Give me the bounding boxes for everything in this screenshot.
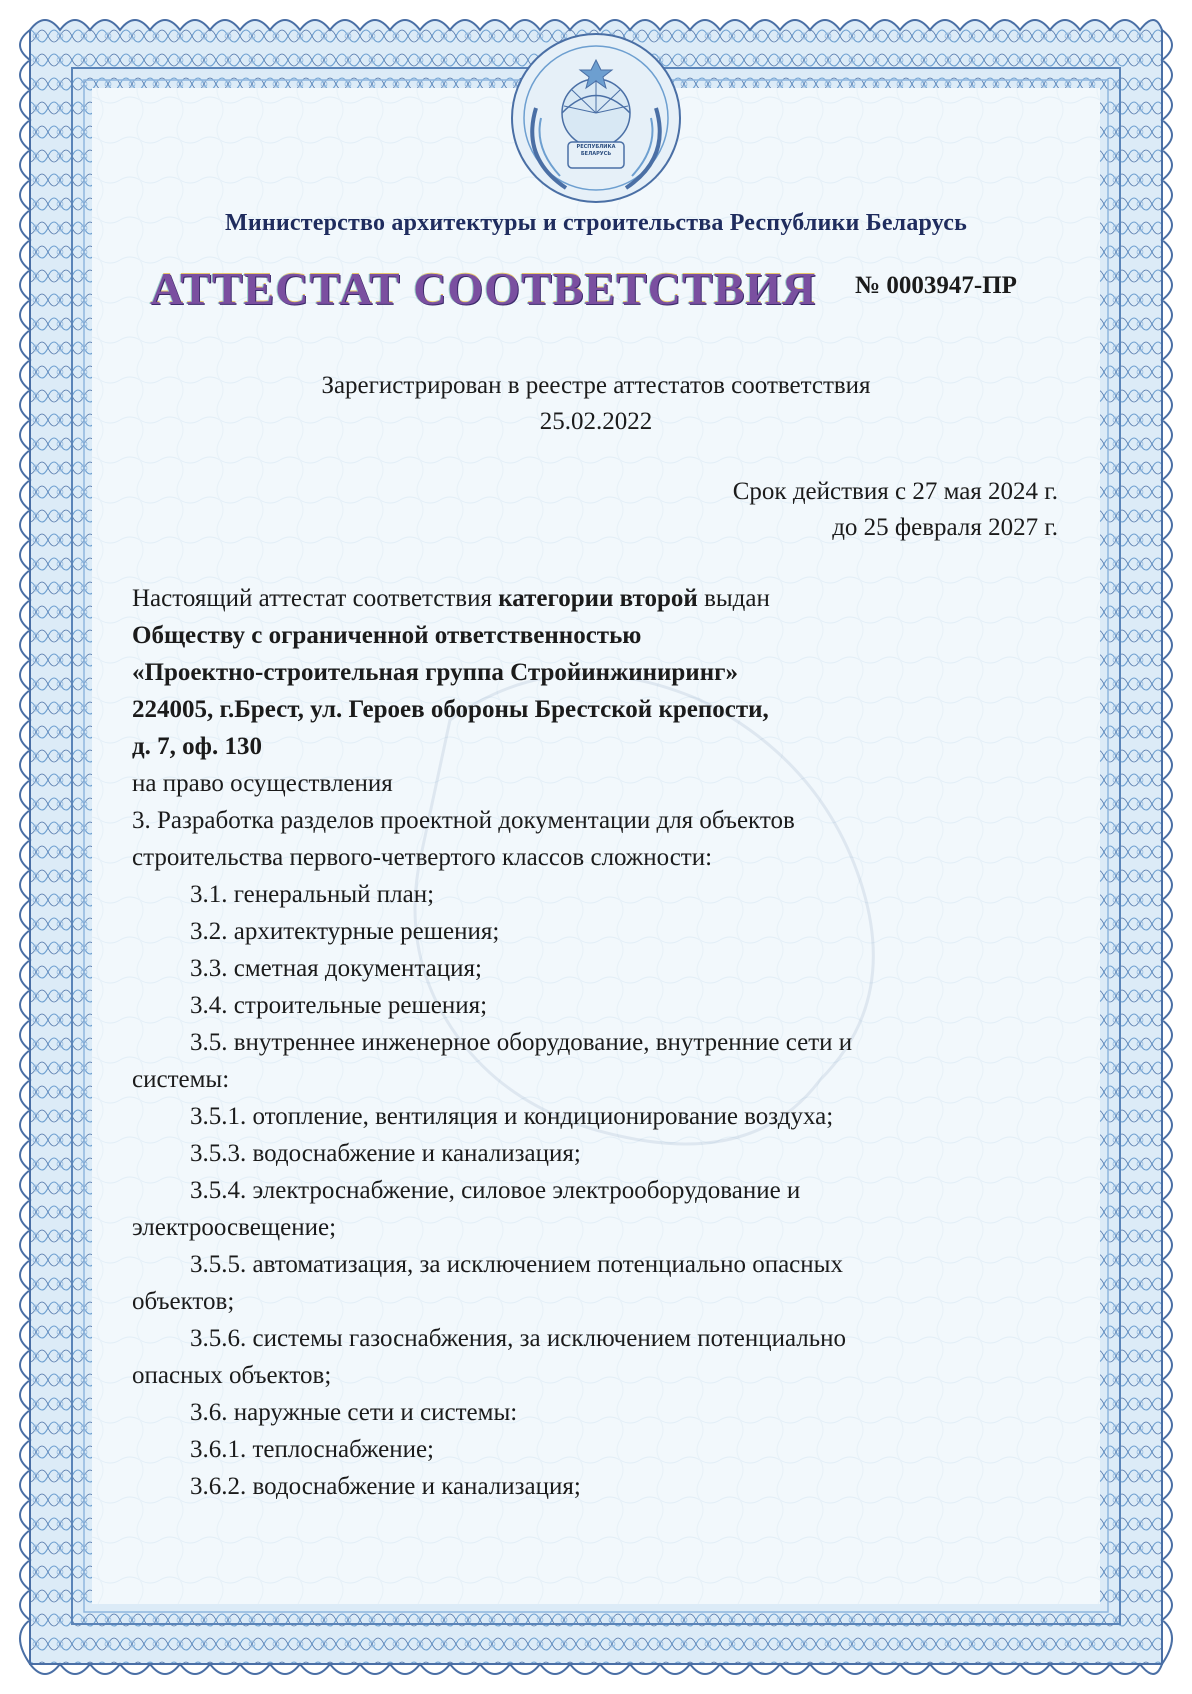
organization-address-office: д. 7, оф. 130 <box>132 733 262 760</box>
scope-item-3-5-5-cont: объектов; <box>132 1288 235 1315</box>
scope-item-3-5-6: 3.5.6. системы газоснабжения, за исключением потенциально <box>190 1325 847 1352</box>
ministry-name: Министерство архитектуры и строительства Республики Беларусь <box>225 210 967 236</box>
certificate-title: АТТЕСТАТ СООТВЕТСТВИЯ <box>150 263 817 314</box>
validity-to: до 25 февраля 2027 г. <box>832 514 1058 541</box>
scope-item-3-5: 3.5. внутреннее инженерное оборудование, внутренние сети и <box>190 1029 853 1056</box>
certificate-number: № 0003947-ПР <box>855 272 1017 299</box>
emblem-ribbon-text: РЕСПУБЛИКА БЕЛАРУСЬ <box>576 144 616 157</box>
scope-item: 3.1. генеральный план; <box>190 881 435 908</box>
issued-category: категории второй <box>498 585 698 612</box>
organization-name: «Проектно-строительная группа Стройинжиниринг» <box>132 659 738 686</box>
scope-item-3-5-5: 3.5.5. автоматизация, за исключением потенциально опасных <box>190 1251 843 1278</box>
scope-item-3-6-1: 3.6.1. теплоснабжение; <box>190 1436 435 1463</box>
organization-address: 224005, г.Брест, ул. Героев обороны Брестской крепости, <box>132 696 769 723</box>
scope-item-3-5-4: 3.5.4. электроснабжение, силовое электрооборудование и <box>190 1177 801 1204</box>
scope-item-3-6: 3.6. наружные сети и системы: <box>190 1399 518 1426</box>
certificate-body <box>132 580 1062 1505</box>
scope-item-3-cont: строительства первого-четвертого классов сложности: <box>132 844 713 871</box>
validity-block <box>733 474 1058 546</box>
registration-text: Зарегистрирован в реестре аттестатов соответствия <box>321 372 871 399</box>
registration-date: 25.02.2022 <box>539 408 653 435</box>
issued-statement <box>132 580 1062 617</box>
scope-item: 3.3. сметная документация; <box>190 955 482 982</box>
scope-item-3-5-1: 3.5.1. отопление, вентиляция и кондиционирование воздуха; <box>190 1103 834 1130</box>
registration-block <box>0 368 1192 440</box>
scope-item-3-5-cont: системы: <box>132 1066 230 1093</box>
scope-item-3-6-2: 3.6.2. водоснабжение и канализация; <box>190 1473 581 1500</box>
state-emblem-icon <box>512 34 680 202</box>
scope-item-3: 3. Разработка разделов проектной документации для объектов <box>132 807 795 834</box>
scope-item-3-5-4-cont: электроосвещение; <box>132 1214 337 1241</box>
issued-suffix: выдан <box>697 585 770 612</box>
scope-item-3-5-6-cont: опасных объектов; <box>132 1362 332 1389</box>
validity-from: Срок действия с 27 мая 2024 г. <box>732 478 1058 505</box>
organization-form: Обществу с ограниченной ответственностью <box>132 622 642 649</box>
scope-item: 3.2. архитектурные решения; <box>190 918 500 945</box>
right-to-label: на право осуществления <box>132 770 393 797</box>
scope-item-3-5-3: 3.5.3. водоснабжение и канализация; <box>190 1140 581 1167</box>
scope-item: 3.4. строительные решения; <box>190 992 488 1019</box>
issued-prefix: Настоящий аттестат соответствия <box>132 585 499 612</box>
